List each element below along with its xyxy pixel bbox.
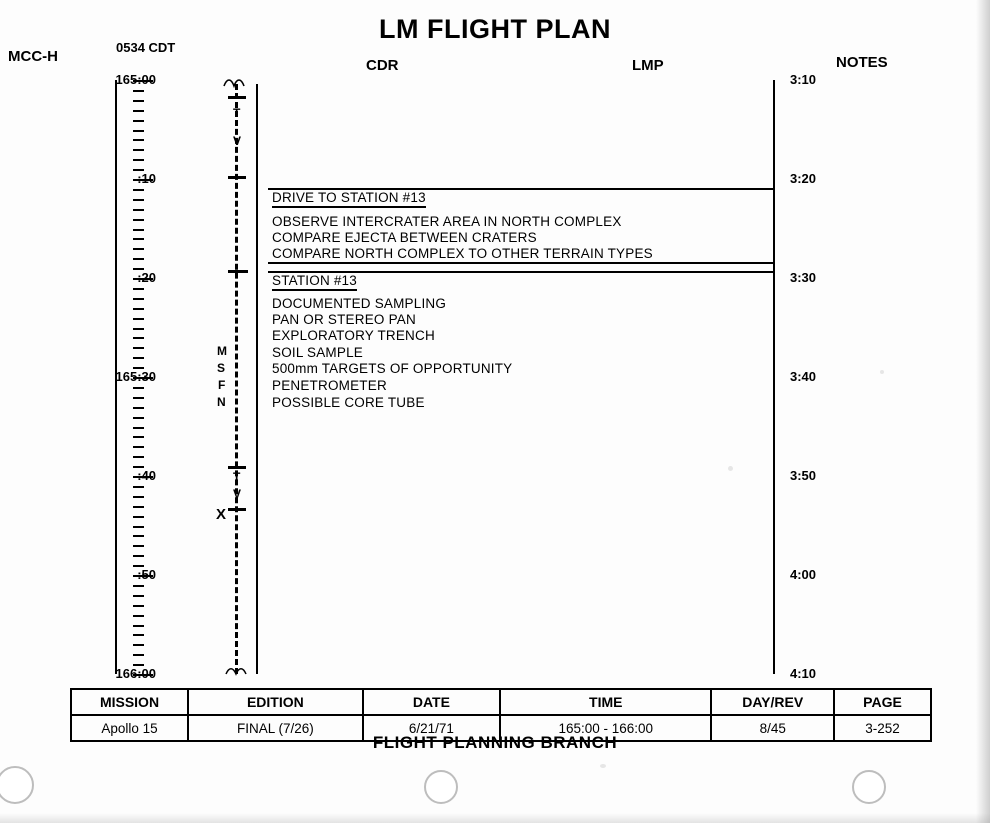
axis-tick-minor bbox=[133, 387, 144, 389]
axis-tick-minor bbox=[133, 347, 144, 349]
activity-item: PAN OR STEREO PAN bbox=[272, 312, 416, 327]
right-axis-line bbox=[773, 80, 775, 674]
axis-tick-minor bbox=[133, 496, 144, 498]
cell-date: 6/21/71 bbox=[363, 715, 500, 741]
right-time-label: 3:40 bbox=[790, 369, 817, 384]
activity-item: DRIVE TO STATION #13 bbox=[272, 190, 426, 208]
squiggle-bottom-icon bbox=[224, 664, 250, 678]
tv-bar-lower bbox=[228, 466, 246, 469]
axis-tick-minor bbox=[133, 535, 144, 537]
hole-punch bbox=[0, 766, 34, 804]
axis-tick-minor bbox=[133, 615, 144, 617]
column-header-mission: MISSION bbox=[71, 689, 188, 715]
axis-tick-minor bbox=[133, 337, 144, 339]
left-time-label: :40 bbox=[137, 468, 156, 483]
axis-tick-minor bbox=[133, 90, 144, 92]
column-header-date: DATE bbox=[363, 689, 500, 715]
column-header-dayrev: DAY/REV bbox=[711, 689, 834, 715]
axis-tick-minor bbox=[133, 229, 144, 231]
cell-edition: FINAL (7/26) bbox=[188, 715, 363, 741]
axis-tick-minor bbox=[133, 308, 144, 310]
activity-item: POSSIBLE CORE TUBE bbox=[272, 395, 425, 410]
msfn-dashed-line bbox=[233, 84, 241, 674]
axis-tick-minor bbox=[133, 288, 144, 290]
paper-smudge bbox=[728, 466, 733, 471]
right-time-label: 3:50 bbox=[790, 468, 817, 483]
activity-item: COMPARE NORTH COMPLEX TO OTHER TERRAIN TYPES bbox=[272, 246, 653, 261]
tv-bar-mid bbox=[228, 270, 248, 273]
axis-tick-minor bbox=[133, 516, 144, 518]
left-time-label: 165:00 bbox=[115, 72, 156, 87]
tv-bar-top-end bbox=[228, 176, 246, 179]
axis-tick-minor bbox=[133, 407, 144, 409]
activity-item: OBSERVE INTERCRATER AREA IN NORTH COMPLEX bbox=[272, 214, 622, 229]
left-time-label: 166:00 bbox=[115, 666, 156, 681]
left-time-label: :50 bbox=[137, 567, 156, 582]
activity-item: SOIL SAMPLE bbox=[272, 345, 363, 360]
axis-tick-minor bbox=[133, 110, 144, 112]
axis-tick-minor bbox=[133, 328, 144, 330]
activity-item: STATION #13 bbox=[272, 273, 357, 291]
right-time-label: 3:30 bbox=[790, 270, 817, 285]
activity-item: PENETROMETER bbox=[272, 378, 387, 393]
cdr-column-label: CDR bbox=[366, 57, 399, 74]
axis-tick-minor bbox=[133, 644, 144, 646]
axis-tick-minor bbox=[133, 209, 144, 211]
msfn-letter-m: M bbox=[217, 344, 227, 358]
activity-item: COMPARE EJECTA BETWEEN CRATERS bbox=[272, 230, 537, 245]
column-header-time: TIME bbox=[500, 689, 711, 715]
axis-tick-minor bbox=[133, 238, 144, 240]
axis-tick-minor bbox=[133, 595, 144, 597]
right-time-label: 3:20 bbox=[790, 171, 817, 186]
tv-letter-v-top: V bbox=[233, 134, 242, 148]
column-header-page: PAGE bbox=[834, 689, 931, 715]
hole-punch bbox=[852, 770, 886, 804]
axis-tick-minor bbox=[133, 248, 144, 250]
systems-solid-line bbox=[256, 84, 258, 674]
paper-smudge bbox=[600, 764, 606, 768]
tv-letter-t-top: T bbox=[233, 106, 241, 120]
page-edge-shadow bbox=[976, 0, 990, 823]
msfn-letter-f: F bbox=[218, 378, 226, 392]
activity-divider-mid bbox=[268, 262, 774, 264]
axis-tick-minor bbox=[133, 446, 144, 448]
axis-tick-minor bbox=[133, 605, 144, 607]
axis-tick-minor bbox=[133, 526, 144, 528]
activity-item: 500mm TARGETS OF OPPORTUNITY bbox=[272, 361, 513, 376]
left-time-label: :20 bbox=[137, 270, 156, 285]
right-time-label: 4:10 bbox=[790, 666, 817, 681]
x-mark: X bbox=[216, 506, 227, 523]
axis-tick-minor bbox=[133, 436, 144, 438]
axis-tick-minor bbox=[133, 298, 144, 300]
axis-tick-minor bbox=[133, 555, 144, 557]
msfn-letter-n: N bbox=[217, 395, 226, 409]
activity-item: EXPLORATORY TRENCH bbox=[272, 328, 435, 343]
axis-tick-minor bbox=[133, 417, 144, 419]
cdt-time-label: 0534 CDT bbox=[116, 40, 176, 55]
right-time-label: 4:00 bbox=[790, 567, 817, 582]
table-header-row bbox=[71, 689, 931, 715]
cell-mission: Apollo 15 bbox=[71, 715, 188, 741]
axis-tick-minor bbox=[133, 357, 144, 359]
tv-letter-t-lower: T bbox=[233, 470, 241, 484]
axis-tick-minor bbox=[133, 199, 144, 201]
axis-tick-minor bbox=[133, 120, 144, 122]
flight-planning-branch-label: FLIGHT PLANNING BRANCH bbox=[372, 733, 618, 752]
axis-tick-minor bbox=[133, 585, 144, 587]
notes-label: NOTES bbox=[836, 54, 888, 71]
axis-tick-minor bbox=[133, 486, 144, 488]
axis-tick-minor bbox=[133, 625, 144, 627]
page-title: LM FLIGHT PLAN bbox=[379, 14, 611, 44]
axis-tick-minor bbox=[133, 506, 144, 508]
tv-bar-lower-end bbox=[228, 508, 246, 511]
axis-tick-minor bbox=[133, 318, 144, 320]
mcc-h-label: MCC-H bbox=[8, 48, 58, 65]
axis-tick-minor bbox=[133, 258, 144, 260]
axis-tick-minor bbox=[133, 189, 144, 191]
tv-bar-top bbox=[228, 96, 246, 99]
axis-tick-minor bbox=[133, 149, 144, 151]
left-time-label: 165:30 bbox=[115, 369, 156, 384]
left-time-label: :10 bbox=[137, 171, 156, 186]
axis-tick-minor bbox=[133, 634, 144, 636]
axis-tick-minor bbox=[133, 456, 144, 458]
cell-dayrev: 8/45 bbox=[711, 715, 834, 741]
activity-item: DOCUMENTED SAMPLING bbox=[272, 296, 447, 311]
page-bottom-shadow bbox=[0, 813, 990, 823]
msfn-letter-s: S bbox=[217, 361, 226, 375]
lmp-column-label: LMP bbox=[632, 57, 664, 74]
right-time-label: 3:10 bbox=[790, 72, 817, 87]
axis-tick-minor bbox=[133, 159, 144, 161]
axis-tick-minor bbox=[133, 545, 144, 547]
cell-page: 3-252 bbox=[834, 715, 931, 741]
axis-tick-minor bbox=[133, 427, 144, 429]
tv-letter-v-lower: V bbox=[233, 487, 242, 501]
axis-tick-minor bbox=[133, 139, 144, 141]
hole-punch bbox=[424, 770, 458, 804]
axis-tick-minor bbox=[133, 397, 144, 399]
cell-time: 165:00 - 166:00 bbox=[500, 715, 711, 741]
axis-tick-minor bbox=[133, 654, 144, 656]
column-header-edition: EDITION bbox=[188, 689, 363, 715]
axis-tick-minor bbox=[133, 100, 144, 102]
axis-tick-minor bbox=[133, 219, 144, 221]
paper-smudge bbox=[880, 370, 884, 374]
axis-tick-minor bbox=[133, 130, 144, 132]
